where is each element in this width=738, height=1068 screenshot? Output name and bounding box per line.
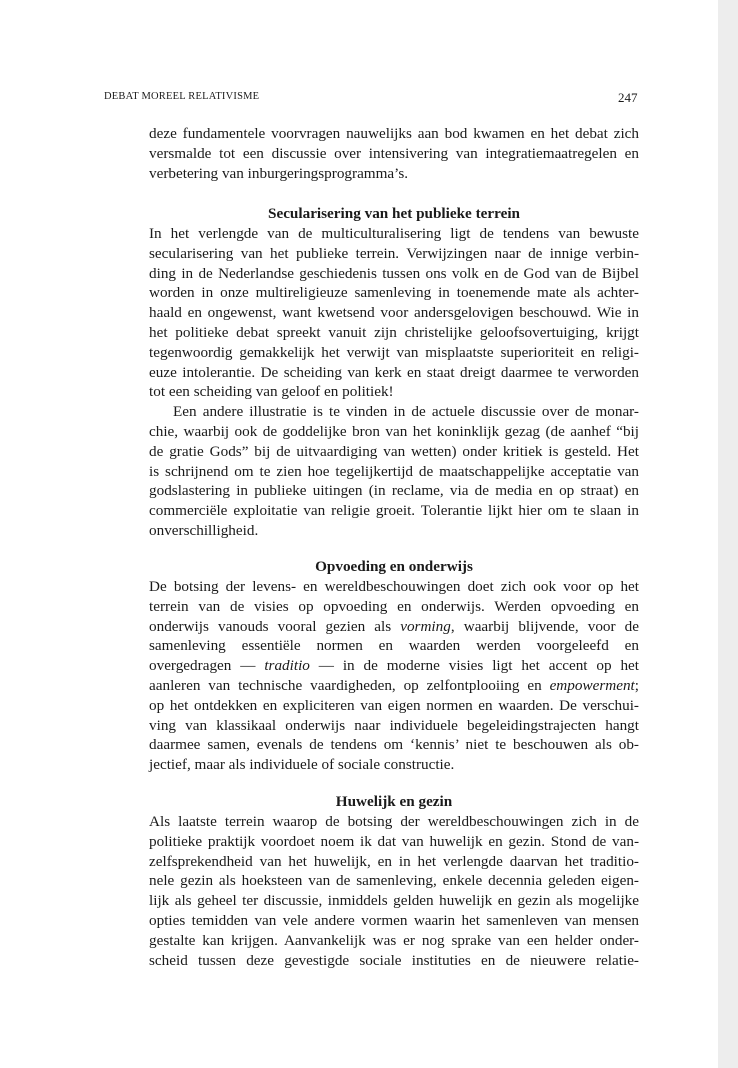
text-line: worden in onze multireligieuze samenleving in toenemende mate als achter- bbox=[149, 284, 639, 302]
text-line: overgedragen — traditio — in de moderne visies ligt het accent op het bbox=[149, 657, 639, 675]
text-line: het politieke debat spreekt vanuit zijn christelijke geloofsovertuiging, krijgt bbox=[149, 323, 639, 341]
text-line: Als laatste terrein waarop de botsing der wereldbeschouwingen zich in de bbox=[149, 813, 639, 830]
text-line: de gratie Gods” bij de uitvaardiging van wetten) onder kritiek is gesteld. Het bbox=[149, 442, 639, 460]
text-line: politieke praktijk voordoet noem ik dat van huwelijk en gezin. Stond de van- bbox=[149, 832, 639, 850]
emphasis-traditio: traditio bbox=[264, 657, 310, 675]
text-line: scheid tussen deze gevestigde sociale instituties en de nieuwere relatie- bbox=[149, 951, 639, 969]
section-heading-huwelijk: Huwelijk en gezin bbox=[335, 793, 453, 810]
text-line: samenleving essentiële normen en waarden werden voorgeleefd en bbox=[149, 637, 639, 655]
text-line: lijk als geheel ter discussie, inmiddels gelden huwelijk en gezin als mogelijke bbox=[149, 892, 639, 910]
text-line: ding in de Nederlandse geschiedenis tussen ons volk en de God van de Bijbel bbox=[149, 264, 639, 282]
text-line: versmalde tot een discussie over intensivering van integratiemaatregelen en bbox=[149, 144, 639, 162]
text-line: Een andere illustratie is te vinden in de actuele discussie over de monar- bbox=[173, 403, 639, 421]
text-line: godslastering in publieke uitingen (in reclame, via de media en op straat) en bbox=[149, 482, 639, 500]
section-secularisering-body bbox=[149, 224, 639, 541]
text-line: deze fundamentele voorvragen nauwelijks aan bod kwamen en het debat zich bbox=[149, 125, 639, 142]
text-line: tot een scheiding van geloof en politiek! bbox=[149, 383, 394, 401]
section-heading-opvoeding: Opvoeding en onderwijs bbox=[315, 558, 473, 575]
text-line: secularisering van het publieke terrein. Verwijzingen naar de innige verbin- bbox=[149, 244, 639, 262]
text-line: verbetering van inburgeringsprogramma’s. bbox=[149, 164, 409, 182]
section-huwelijk-body bbox=[149, 812, 639, 970]
text-line: euze intolerantie. De scheiding van kerk en staat dreigt daarmee te verworden bbox=[149, 363, 639, 381]
section-opvoeding-body bbox=[149, 577, 639, 775]
text-line: In het verlengde van de multiculturalisering ligt de tendens van bewuste bbox=[149, 225, 639, 242]
page-number: 247 bbox=[618, 90, 638, 105]
text-line: op het ontdekken en expliciteren van eigen normen en waarden. De verschui- bbox=[149, 696, 639, 714]
text-line: gestalte kan krijgen. Aanvankelijk was er nog sprake van een helder onder- bbox=[149, 931, 639, 949]
text-line: aanleren van technische vaardigheden, op zelfontplooiing en empowerment; bbox=[149, 676, 639, 694]
section-heading-secularisering: Secularisering van het publieke terrein bbox=[268, 205, 520, 222]
emphasis-empowerment: empowerment bbox=[549, 676, 635, 694]
text-line: nele gezin als hoeksteen van de samenleving, enkele decennia geleden eigen- bbox=[149, 872, 639, 890]
text-line: is schrijnend om te zien hoe tegelijkertijd de maatschappelijke acceptatie van bbox=[149, 462, 639, 480]
text-line: tegenwoordig gemakkelijk het verwijt van misplaatste superioriteit en religi- bbox=[149, 343, 639, 361]
text-line: onverschilligheid. bbox=[149, 521, 259, 539]
text-line: jectief, maar als individuele of sociale constructie. bbox=[149, 756, 455, 774]
emphasis-vorming: vorming bbox=[400, 617, 451, 635]
intro-paragraph bbox=[149, 124, 639, 183]
text-line: chie, waarbij ook de goddelijke bron van het koninklijk gezag (de aanhef “bij bbox=[149, 422, 639, 440]
running-header: DEBAT MOREEL RELATIVISME bbox=[104, 91, 260, 102]
text-line: onderwijs vanouds vooral gezien als vorming, waarbij blijvende, voor de bbox=[149, 617, 639, 635]
text-line: De botsing der levens- en wereldbeschouwingen doet zich ook voor op het bbox=[149, 578, 639, 595]
text-line: daarmee samen, evenals de tendens om ‘kennis’ niet te beschouwen als ob- bbox=[149, 736, 639, 754]
text-line: zelfsprekendheid van het huwelijk, en in het verlengde daarvan het traditio- bbox=[149, 852, 639, 870]
text-line: haald en ongewenst, want kwetsend voor andersgelovigen beschouwd. Wie in bbox=[149, 304, 639, 322]
text-line: opties temidden van vele andere vormen waarin het samenleven van mensen bbox=[149, 911, 639, 929]
text-line: ving van klassikaal onderwijs naar individuele begeleidingstrajecten hangt bbox=[149, 716, 639, 734]
page-edge-shadow bbox=[718, 0, 738, 1068]
text-line: terrein van de visies op opvoeding en onderwijs. Werden opvoeding en bbox=[149, 597, 639, 615]
text-line: commerciële exploitatie van religie groeit. Tolerantie lijkt hier om te slaan in bbox=[149, 502, 639, 520]
